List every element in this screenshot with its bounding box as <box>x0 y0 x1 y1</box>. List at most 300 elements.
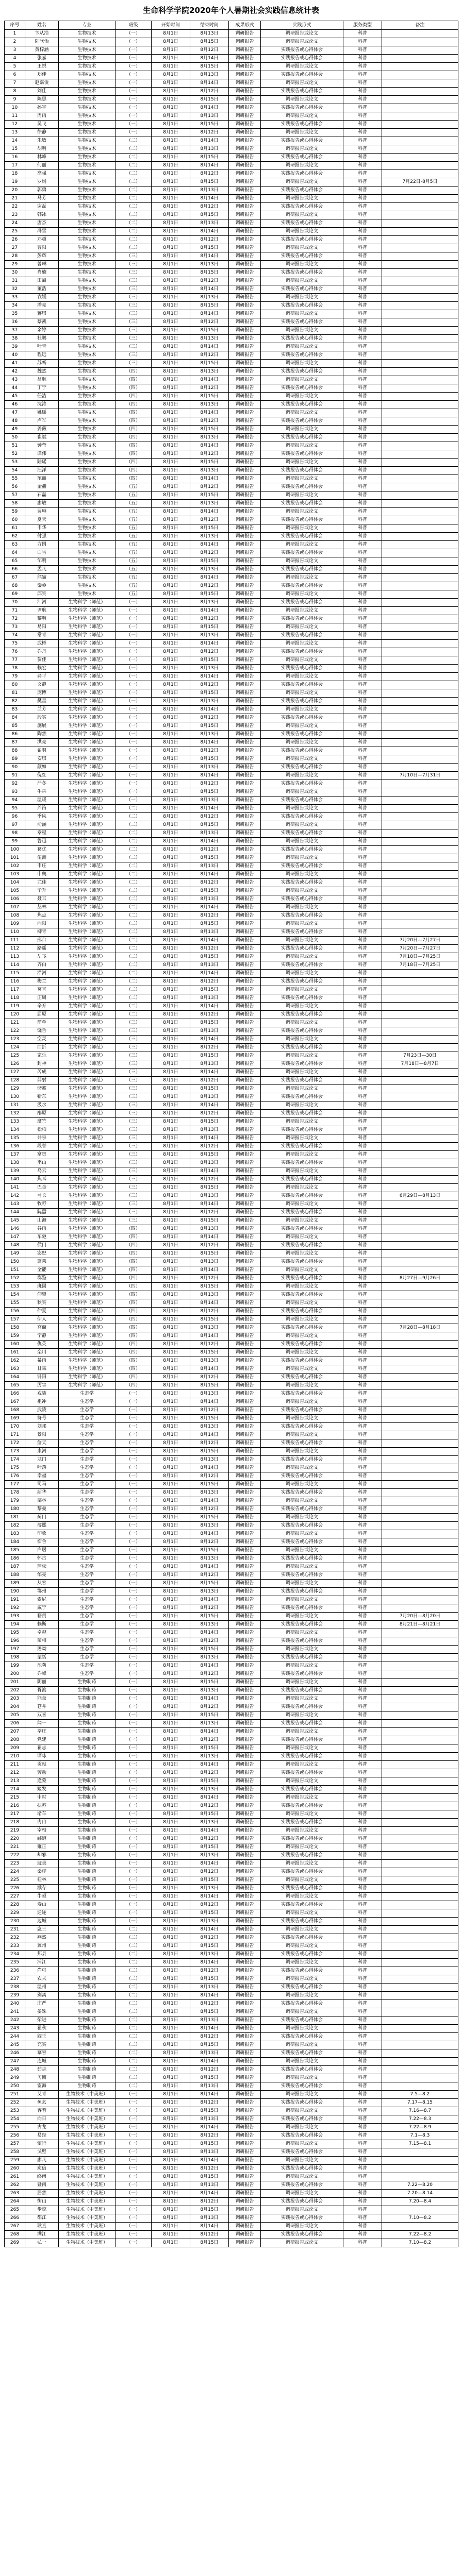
cell-practice-form: 调研报告或论文 <box>261 722 343 731</box>
cell-start-date: 8月1日 <box>152 640 190 648</box>
cell-service-type: 科普 <box>343 1761 382 1769</box>
cell-note: 7.15—8.1 <box>382 2140 458 2148</box>
cell-practice-form: 实践报告或心得体会 <box>261 1703 343 1711</box>
cell-service-type: 科普 <box>343 145 382 154</box>
cell-name: 车驰 <box>25 1233 59 1242</box>
cell-major: 生态学 <box>59 1456 116 1464</box>
cell-class: （一） <box>116 1918 152 1926</box>
cell-note <box>382 1695 458 1703</box>
cell-major: 生物科学（师范） <box>59 1019 116 1027</box>
cell-index: 22 <box>5 203 25 211</box>
cell-service-type: 科普 <box>343 1110 382 1118</box>
cell-practice-form: 调研报告或论文 <box>261 409 343 417</box>
cell-class: （一） <box>116 1711 152 1720</box>
cell-practice-form: 调研报告或论文 <box>261 129 343 137</box>
cell-class: （一） <box>116 722 152 731</box>
cell-start-date: 8月1日 <box>152 450 190 459</box>
cell-class: （三） <box>116 1060 152 1069</box>
cell-result-type: 调研报告 <box>229 1786 261 1794</box>
cell-service-type: 科普 <box>343 920 382 928</box>
cell-start-date: 8月1日 <box>152 1918 190 1926</box>
cell-service-type: 科普 <box>343 1250 382 1258</box>
table-row <box>5 1843 458 1852</box>
cell-practice-form: 调研报告或论文 <box>261 1563 343 1571</box>
table-row <box>5 1077 458 1085</box>
cell-major: 生物科学（师范） <box>59 1225 116 1233</box>
cell-practice-form: 调研报告或论文 <box>261 211 343 219</box>
cell-result-type: 调研报告 <box>229 1679 261 1687</box>
cell-end-date: 8月14日 <box>190 195 229 203</box>
cell-major: 生态学 <box>59 1481 116 1489</box>
cell-end-date: 8月14日 <box>190 1695 229 1703</box>
cell-major: 生物技术 <box>59 310 116 318</box>
cell-index: 109 <box>5 920 25 928</box>
cell-start-date: 8月1日 <box>152 393 190 401</box>
cell-note <box>382 1406 458 1415</box>
cell-class: （一） <box>116 1481 152 1489</box>
cell-end-date: 8月14日 <box>190 673 229 681</box>
cell-practice-form: 调研报告或论文 <box>261 162 343 170</box>
cell-note <box>382 1118 458 1126</box>
cell-start-date: 8月1日 <box>152 1316 190 1324</box>
cell-end-date: 8月15日 <box>190 1909 229 1918</box>
cell-note <box>382 1110 458 1118</box>
cell-class: （四） <box>116 409 152 417</box>
cell-major: 生物科学（师范） <box>59 1176 116 1184</box>
cell-practice-form: 调研报告或论文 <box>261 2157 343 2165</box>
cell-result-type: 调研报告 <box>229 607 261 615</box>
table-row <box>5 1184 458 1192</box>
cell-class: （二） <box>116 1984 152 1992</box>
cell-result-type: 调研报告 <box>229 689 261 698</box>
cell-result-type: 调研报告 <box>229 2165 261 2173</box>
cell-note <box>382 829 458 838</box>
cell-practice-form: 调研报告或论文 <box>261 1728 343 1736</box>
cell-class: （一） <box>116 30 152 38</box>
cell-index: 28 <box>5 252 25 261</box>
cell-practice-form: 实践报告或心得体会 <box>261 500 343 508</box>
table-row <box>5 1134 458 1143</box>
cell-major: 生物制药 <box>59 2016 116 2025</box>
cell-name: 曹阳 <box>25 244 59 252</box>
cell-end-date: 8月14日 <box>190 1662 229 1670</box>
cell-result-type: 调研报告 <box>229 1514 261 1522</box>
cell-start-date: 8月1日 <box>152 1357 190 1365</box>
cell-end-date: 8月14日 <box>190 1003 229 1011</box>
cell-end-date: 8月13日 <box>190 1522 229 1530</box>
cell-result-type: 调研报告 <box>229 582 261 590</box>
cell-start-date: 8月1日 <box>152 673 190 681</box>
cell-result-type: 调研报告 <box>229 731 261 739</box>
table-row <box>5 228 458 236</box>
cell-end-date: 8月14日 <box>190 1827 229 1835</box>
cell-service-type: 科普 <box>343 1423 382 1431</box>
cell-major: 生态学 <box>59 1613 116 1621</box>
cell-result-type: 调研报告 <box>229 384 261 393</box>
cell-practice-form: 实践报告或心得体会 <box>261 1868 343 1876</box>
cell-index: 39 <box>5 343 25 351</box>
table-row <box>5 1679 458 1687</box>
cell-index: 84 <box>5 714 25 722</box>
table-row <box>5 252 458 261</box>
cell-service-type: 科普 <box>343 187 382 195</box>
cell-end-date: 8月12日 <box>190 1374 229 1382</box>
cell-service-type: 科普 <box>343 1324 382 1332</box>
cell-name: 翟羽 <box>25 747 59 755</box>
cell-class: （二） <box>116 871 152 879</box>
cell-index: 169 <box>5 1415 25 1423</box>
cell-result-type: 调研报告 <box>229 764 261 772</box>
cell-service-type: 科普 <box>343 1291 382 1299</box>
cell-practice-form: 实践报告或心得体会 <box>261 252 343 261</box>
cell-index: 135 <box>5 1134 25 1143</box>
cell-major: 生态学 <box>59 1580 116 1588</box>
cell-practice-form: 调研报告或论文 <box>261 574 343 582</box>
cell-service-type: 科普 <box>343 1464 382 1472</box>
cell-end-date: 8月12日 <box>190 780 229 788</box>
cell-end-date: 8月14日 <box>190 1926 229 1934</box>
cell-name: 方圆 <box>25 541 59 549</box>
cell-end-date: 8月12日 <box>190 1637 229 1646</box>
cell-result-type: 调研报告 <box>229 1852 261 1860</box>
cell-service-type: 科普 <box>343 1563 382 1571</box>
cell-practice-form: 实践报告或心得体会 <box>261 450 343 459</box>
table-row <box>5 1588 458 1596</box>
cell-note <box>382 698 458 706</box>
cell-major: 生物科学（师范） <box>59 1011 116 1019</box>
cell-class: （二） <box>116 178 152 187</box>
cell-index: 256 <box>5 2132 25 2140</box>
cell-service-type: 科普 <box>343 211 382 219</box>
cell-note <box>382 1003 458 1011</box>
cell-index: 220 <box>5 1835 25 1843</box>
cell-start-date: 8月1日 <box>152 698 190 706</box>
cell-end-date: 8月13日 <box>190 1060 229 1069</box>
cell-class: （一） <box>116 1901 152 1909</box>
table-row <box>5 1769 458 1777</box>
cell-note: 7月18日—8月7日 <box>382 1060 458 1069</box>
cell-service-type: 科普 <box>343 2214 382 2223</box>
cell-end-date: 8月13日 <box>190 1951 229 1959</box>
table-row <box>5 277 458 285</box>
table-row <box>5 2157 458 2165</box>
cell-note <box>382 384 458 393</box>
cell-note <box>382 1769 458 1777</box>
cell-note <box>382 871 458 879</box>
cell-start-date: 8月1日 <box>152 1085 190 1093</box>
cell-result-type: 调研报告 <box>229 1942 261 1951</box>
cell-index: 152 <box>5 1275 25 1283</box>
cell-start-date: 8月1日 <box>152 739 190 747</box>
cell-result-type: 调研报告 <box>229 1176 261 1184</box>
cell-practice-form: 实践报告或心得体会 <box>261 862 343 871</box>
cell-end-date: 8月12日 <box>190 1077 229 1085</box>
cell-class: （二） <box>116 1926 152 1934</box>
cell-major: 生物技术（中美班） <box>59 2132 116 2140</box>
cell-service-type: 科普 <box>343 764 382 772</box>
cell-note <box>382 1069 458 1077</box>
cell-start-date: 8月1日 <box>152 1777 190 1786</box>
cell-major: 生物科学（师范） <box>59 1110 116 1118</box>
cell-index: 108 <box>5 912 25 920</box>
cell-result-type: 调研报告 <box>229 1093 261 1101</box>
table-row <box>5 590 458 599</box>
table-row <box>5 970 458 978</box>
cell-note <box>382 1258 458 1266</box>
cell-result-type: 调研报告 <box>229 1736 261 1744</box>
cell-note <box>382 269 458 277</box>
cell-end-date: 8月12日 <box>190 648 229 656</box>
cell-service-type: 科普 <box>343 1439 382 1448</box>
cell-end-date: 8月15日 <box>190 2107 229 2115</box>
cell-class: （一） <box>116 1670 152 1679</box>
cell-start-date: 8月1日 <box>152 2165 190 2173</box>
cell-note <box>382 1646 458 1654</box>
cell-service-type: 科普 <box>343 1266 382 1275</box>
cell-major: 生物制药 <box>59 1720 116 1728</box>
table-row <box>5 1711 458 1720</box>
cell-practice-form: 调研报告或论文 <box>261 1876 343 1885</box>
cell-start-date: 8月1日 <box>152 1827 190 1835</box>
cell-major: 生物技术 <box>59 277 116 285</box>
table-row <box>5 2000 458 2008</box>
cell-practice-form: 调研报告或论文 <box>261 838 343 846</box>
cell-major: 生物科学（师范） <box>59 1143 116 1151</box>
cell-start-date: 8月1日 <box>152 1077 190 1085</box>
cell-service-type: 科普 <box>343 269 382 277</box>
cell-note <box>382 1794 458 1802</box>
cell-start-date: 8月1日 <box>152 623 190 632</box>
cell-service-type: 科普 <box>343 1868 382 1876</box>
cell-note <box>382 1679 458 1687</box>
cell-start-date: 8月1日 <box>152 1390 190 1398</box>
cell-name: 汪洋 <box>25 467 59 475</box>
cell-service-type: 科普 <box>343 1637 382 1646</box>
cell-service-type: 科普 <box>343 2041 382 2049</box>
cell-name: 詹天 <box>25 1439 59 1448</box>
cell-start-date: 8月1日 <box>152 524 190 533</box>
cell-end-date: 8月15日 <box>190 986 229 994</box>
cell-note <box>382 187 458 195</box>
cell-note <box>382 813 458 821</box>
cell-note <box>382 1415 458 1423</box>
cell-result-type: 调研报告 <box>229 1365 261 1374</box>
cell-start-date: 8月1日 <box>152 755 190 764</box>
cell-service-type: 科普 <box>343 1514 382 1522</box>
cell-class: （二） <box>116 838 152 846</box>
cell-start-date: 8月1日 <box>152 1588 190 1596</box>
cell-result-type: 调研报告 <box>229 557 261 566</box>
cell-practice-form: 调研报告或论文 <box>261 1827 343 1835</box>
cell-name: 伍洲 <box>25 854 59 862</box>
cell-practice-form: 实践报告或心得体会 <box>261 335 343 343</box>
cell-note <box>382 862 458 871</box>
table-row <box>5 335 458 343</box>
cell-class: （二） <box>116 170 152 178</box>
cell-note <box>382 574 458 582</box>
table-row <box>5 599 458 607</box>
cell-note <box>382 928 458 937</box>
cell-practice-form: 调研报告或论文 <box>261 904 343 912</box>
cell-practice-form: 实践报告或心得体会 <box>261 1901 343 1909</box>
cell-name: 瞿秋 <box>25 2025 59 2033</box>
cell-service-type: 科普 <box>343 1613 382 1621</box>
table-row <box>5 1695 458 1703</box>
cell-index: 55 <box>5 475 25 483</box>
cell-result-type: 调研报告 <box>229 1547 261 1555</box>
cell-class: （四） <box>116 1283 152 1291</box>
cell-major: 生态学 <box>59 1423 116 1431</box>
cell-practice-form: 实践报告或心得体会 <box>261 2181 343 2190</box>
cell-class: （一） <box>116 2231 152 2239</box>
cell-name: 慕容 <box>25 2049 59 2058</box>
cell-end-date: 8月15日 <box>190 1448 229 1456</box>
cell-result-type: 调研报告 <box>229 219 261 228</box>
cell-index: 197 <box>5 1646 25 1654</box>
cell-class: （一） <box>116 599 152 607</box>
cell-note <box>382 1720 458 1728</box>
cell-start-date: 8月1日 <box>152 1431 190 1439</box>
cell-start-date: 8月1日 <box>152 1860 190 1868</box>
cell-class: （一） <box>116 1629 152 1637</box>
cell-major: 生物技术 <box>59 104 116 112</box>
cell-name: 谭伟 <box>25 450 59 459</box>
cell-service-type: 科普 <box>343 195 382 203</box>
cell-start-date: 8月1日 <box>152 994 190 1003</box>
cell-end-date: 8月13日 <box>190 1126 229 1134</box>
cell-name: 蒙恬 <box>25 1654 59 1662</box>
cell-major: 生物科学（师范） <box>59 829 116 838</box>
cell-start-date: 8月1日 <box>152 351 190 360</box>
cell-result-type: 调研报告 <box>229 2132 261 2140</box>
table-row <box>5 1027 458 1036</box>
cell-note <box>382 904 458 912</box>
cell-major: 生物科学（师范） <box>59 1052 116 1060</box>
cell-start-date: 8月1日 <box>152 285 190 294</box>
cell-major: 生物制药 <box>59 1777 116 1786</box>
cell-practice-form: 实践报告或心得体会 <box>261 46 343 55</box>
cell-index: 244 <box>5 2033 25 2041</box>
cell-result-type: 调研报告 <box>229 1118 261 1126</box>
table-row <box>5 1901 458 1909</box>
cell-service-type: 科普 <box>343 2239 382 2247</box>
table-row <box>5 1250 458 1258</box>
cell-name: 衡山 <box>25 2198 59 2206</box>
cell-major: 生物科学（师范） <box>59 961 116 970</box>
cell-start-date: 8月1日 <box>152 1893 190 1901</box>
cell-result-type: 调研报告 <box>229 871 261 879</box>
cell-class: （二） <box>116 846 152 854</box>
cell-name: 尚可 <box>25 1967 59 1975</box>
cell-major: 生物科学（师范） <box>59 1349 116 1357</box>
cell-practice-form: 调研报告或论文 <box>261 376 343 384</box>
table-row <box>5 294 458 302</box>
cell-note <box>382 1143 458 1151</box>
cell-class: （一） <box>116 615 152 623</box>
cell-major: 生物技术 <box>59 335 116 343</box>
cell-practice-form: 调研报告或论文 <box>261 195 343 203</box>
cell-name: 武陵 <box>25 1406 59 1415</box>
cell-end-date: 8月12日 <box>190 2099 229 2107</box>
cell-class: （二） <box>116 2008 152 2016</box>
cell-practice-form: 实践报告或心得体会 <box>261 731 343 739</box>
cell-practice-form: 调研报告或论文 <box>261 30 343 38</box>
cell-end-date: 8月13日 <box>190 928 229 937</box>
cell-name: 扈三 <box>25 1926 59 1934</box>
cell-practice-form: 调研报告或论文 <box>261 2223 343 2231</box>
cell-index: 105 <box>5 887 25 895</box>
cell-index: 245 <box>5 2041 25 2049</box>
cell-service-type: 科普 <box>343 2148 382 2157</box>
cell-index: 250 <box>5 2082 25 2091</box>
table-row <box>5 557 458 566</box>
cell-index: 243 <box>5 2025 25 2033</box>
cell-result-type: 调研报告 <box>229 1951 261 1959</box>
table-row <box>5 178 458 187</box>
cell-major: 生物科学（师范） <box>59 731 116 739</box>
cell-major: 生物科学（师范） <box>59 1299 116 1308</box>
cell-class: （二） <box>116 879 152 887</box>
cell-major: 生物技术 <box>59 294 116 302</box>
cell-major: 生物科学（师范） <box>59 607 116 615</box>
cell-index: 173 <box>5 1448 25 1456</box>
cell-practice-form: 调研报告或论文 <box>261 459 343 467</box>
cell-practice-form: 调研报告或论文 <box>261 557 343 566</box>
cell-start-date: 8月1日 <box>152 2223 190 2231</box>
table-row <box>5 145 458 154</box>
cell-major: 生物技术（中美班） <box>59 2165 116 2173</box>
cell-practice-form: 实践报告或心得体会 <box>261 516 343 524</box>
cell-service-type: 科普 <box>343 2124 382 2132</box>
cell-practice-form: 实践报告或心得体会 <box>261 648 343 656</box>
cell-start-date: 8月1日 <box>152 1843 190 1852</box>
cell-end-date: 8月15日 <box>190 1777 229 1786</box>
cell-index: 261 <box>5 2173 25 2181</box>
cell-note <box>382 599 458 607</box>
cell-name: 石磊 <box>25 492 59 500</box>
cell-result-type: 调研报告 <box>229 2041 261 2049</box>
cell-name: 樊星 <box>25 698 59 706</box>
cell-practice-form: 调研报告或论文 <box>261 788 343 796</box>
cell-index: 44 <box>5 384 25 393</box>
cell-start-date: 8月1日 <box>152 1514 190 1522</box>
cell-service-type: 科普 <box>343 1909 382 1918</box>
cell-end-date: 8月13日 <box>190 2115 229 2124</box>
cell-note <box>382 401 458 409</box>
cell-result-type: 调研报告 <box>229 1167 261 1176</box>
cell-major: 生物科学（师范） <box>59 1233 116 1242</box>
cell-note <box>382 1827 458 1835</box>
cell-result-type: 调研报告 <box>229 1909 261 1918</box>
cell-major: 生物制药 <box>59 1810 116 1819</box>
cell-result-type: 调研报告 <box>229 1703 261 1711</box>
cell-note <box>382 978 458 986</box>
cell-practice-form: 实践报告或心得体会 <box>261 1159 343 1167</box>
cell-result-type: 调研报告 <box>229 2008 261 2016</box>
cell-service-type: 科普 <box>343 599 382 607</box>
cell-major: 生态学 <box>59 1431 116 1439</box>
cell-name: 章程 <box>25 829 59 838</box>
cell-result-type: 调研报告 <box>229 1060 261 1069</box>
cell-index: 102 <box>5 862 25 871</box>
cell-practice-form: 实践报告或心得体会 <box>261 796 343 805</box>
cell-practice-form: 调研报告或论文 <box>261 310 343 318</box>
cell-service-type: 科普 <box>343 714 382 722</box>
cell-class: （一） <box>116 63 152 71</box>
cell-note <box>382 739 458 747</box>
cell-practice-form: 实践报告或心得体会 <box>261 747 343 755</box>
cell-class: （四） <box>116 1374 152 1382</box>
